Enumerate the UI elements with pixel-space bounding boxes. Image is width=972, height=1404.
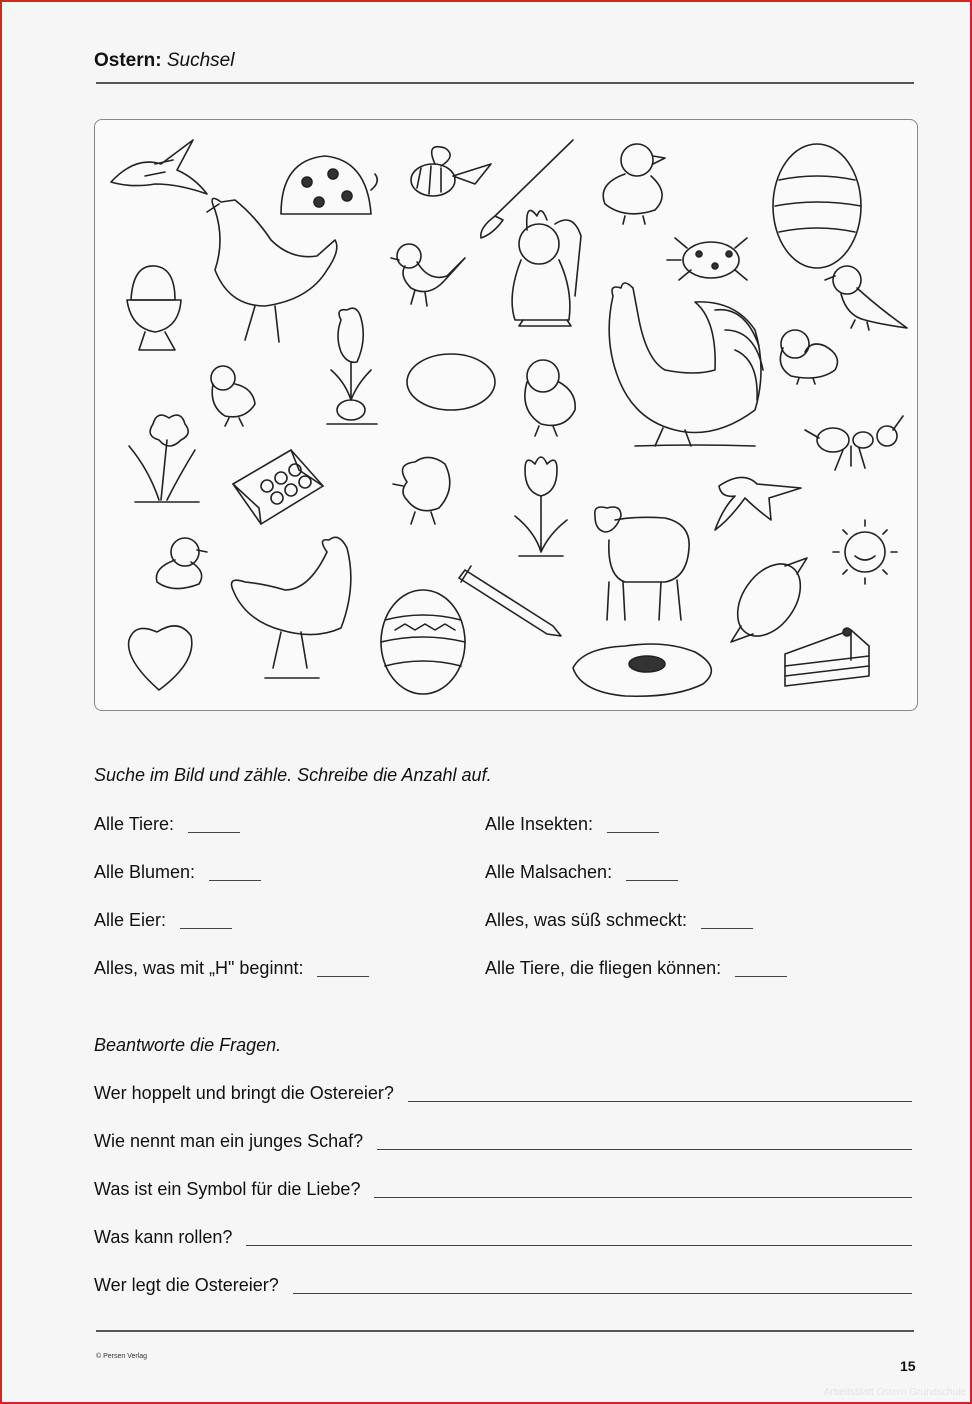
fried-egg-icon (573, 644, 711, 696)
answer-blank[interactable] (701, 928, 753, 929)
egg-icon (407, 354, 495, 410)
bug-icon (667, 238, 747, 280)
tulip-icon (515, 457, 567, 556)
egg-cup-icon (127, 266, 181, 350)
count-item-sweets (485, 910, 753, 931)
question-text: Wer legt die Ostereier? (94, 1275, 279, 1295)
answer-blank[interactable] (626, 880, 678, 881)
hen-icon (232, 537, 351, 678)
count-label: Alles, was süß schmeckt: (485, 910, 688, 930)
count-item-art-supplies (485, 862, 678, 883)
question-row (94, 1131, 912, 1152)
question-text: Wer hoppelt und bringt die Ostereier? (94, 1083, 394, 1103)
page-title (94, 50, 234, 72)
count-label: Alles, was mit „H" beginnt: (94, 958, 304, 978)
page-number: 15 (900, 1358, 916, 1374)
question-row (94, 1083, 912, 1104)
rooster-icon (609, 283, 763, 446)
question-text: Was kann rollen? (94, 1227, 233, 1247)
pencil-icon (459, 566, 561, 636)
count-item-eggs (94, 910, 232, 931)
question-row (94, 1227, 912, 1248)
chick-icon (211, 366, 255, 426)
question-row (94, 1275, 912, 1296)
picture-search-box (94, 119, 918, 711)
sparrow-icon (391, 244, 465, 306)
title-topic: Ostern: (94, 50, 162, 71)
ant-icon (805, 416, 903, 470)
count-label: Alle Blumen: (94, 862, 196, 882)
count-label: Alle Tiere: (94, 814, 175, 834)
question-text: Wie nennt man ein junges Schaf? (94, 1131, 364, 1151)
answer-line[interactable] (408, 1101, 912, 1102)
footer-rule (96, 1330, 914, 1332)
egg-carton-icon (233, 450, 323, 524)
answer-line[interactable] (374, 1197, 912, 1198)
count-item-insects (485, 814, 659, 835)
answer-line[interactable] (246, 1245, 912, 1246)
header-rule (96, 82, 914, 84)
chick-icon (525, 360, 575, 436)
answer-line[interactable] (377, 1149, 912, 1150)
heart-icon (129, 626, 192, 690)
bee-icon (411, 147, 491, 196)
bird-icon (111, 140, 207, 194)
daffodil-icon (129, 415, 199, 502)
count-label: Alle Eier: (94, 910, 167, 930)
answer-line[interactable] (293, 1293, 912, 1294)
copyright-note: © Persen Verlag (96, 1353, 148, 1360)
easter-egg-icon (773, 144, 861, 268)
hen-icon (207, 198, 337, 342)
answer-blank[interactable] (317, 976, 369, 977)
candy-icon (725, 552, 813, 647)
cake-icon (785, 628, 869, 686)
question-row (94, 1179, 912, 1200)
count-item-flowers (94, 862, 261, 883)
task2-instruction: Beantworte die Fragen. (94, 1035, 282, 1055)
lamb-icon (595, 507, 689, 620)
swallow-icon (715, 477, 801, 530)
task1-instruction: Suche im Bild und zähle. Schreibe die Anzahl auf. (94, 765, 492, 785)
count-item-animals (94, 814, 240, 835)
answer-blank[interactable] (735, 976, 787, 977)
chick-icon (603, 144, 665, 224)
ladybug-icon (281, 156, 377, 214)
watermark-text: Arbeitsblatt Ostern Grundschule (823, 1387, 966, 1398)
chick-icon (393, 457, 450, 524)
count-item-h-words (94, 958, 369, 979)
decorated-egg-icon (381, 590, 465, 694)
worksheet-page (2, 2, 970, 1402)
title-subtopic: Suchsel (166, 50, 235, 71)
answer-blank[interactable] (188, 832, 240, 833)
count-label: Alle Tiere, die fliegen können: (485, 958, 722, 978)
question-text: Was ist ein Symbol für die Liebe? (94, 1179, 361, 1199)
count-label: Alle Malsachen: (485, 862, 613, 882)
chick-icon (780, 330, 837, 384)
bunny-icon (512, 210, 581, 326)
answer-blank[interactable] (607, 832, 659, 833)
answer-blank[interactable] (209, 880, 261, 881)
hyacinth-icon (327, 308, 377, 424)
count-item-flying-animals (485, 958, 787, 979)
answer-blank[interactable] (180, 928, 232, 929)
count-label: Alle Insekten: (485, 814, 594, 834)
bird-icon (825, 266, 907, 330)
chick-icon (156, 538, 207, 589)
sun-icon (833, 520, 897, 584)
